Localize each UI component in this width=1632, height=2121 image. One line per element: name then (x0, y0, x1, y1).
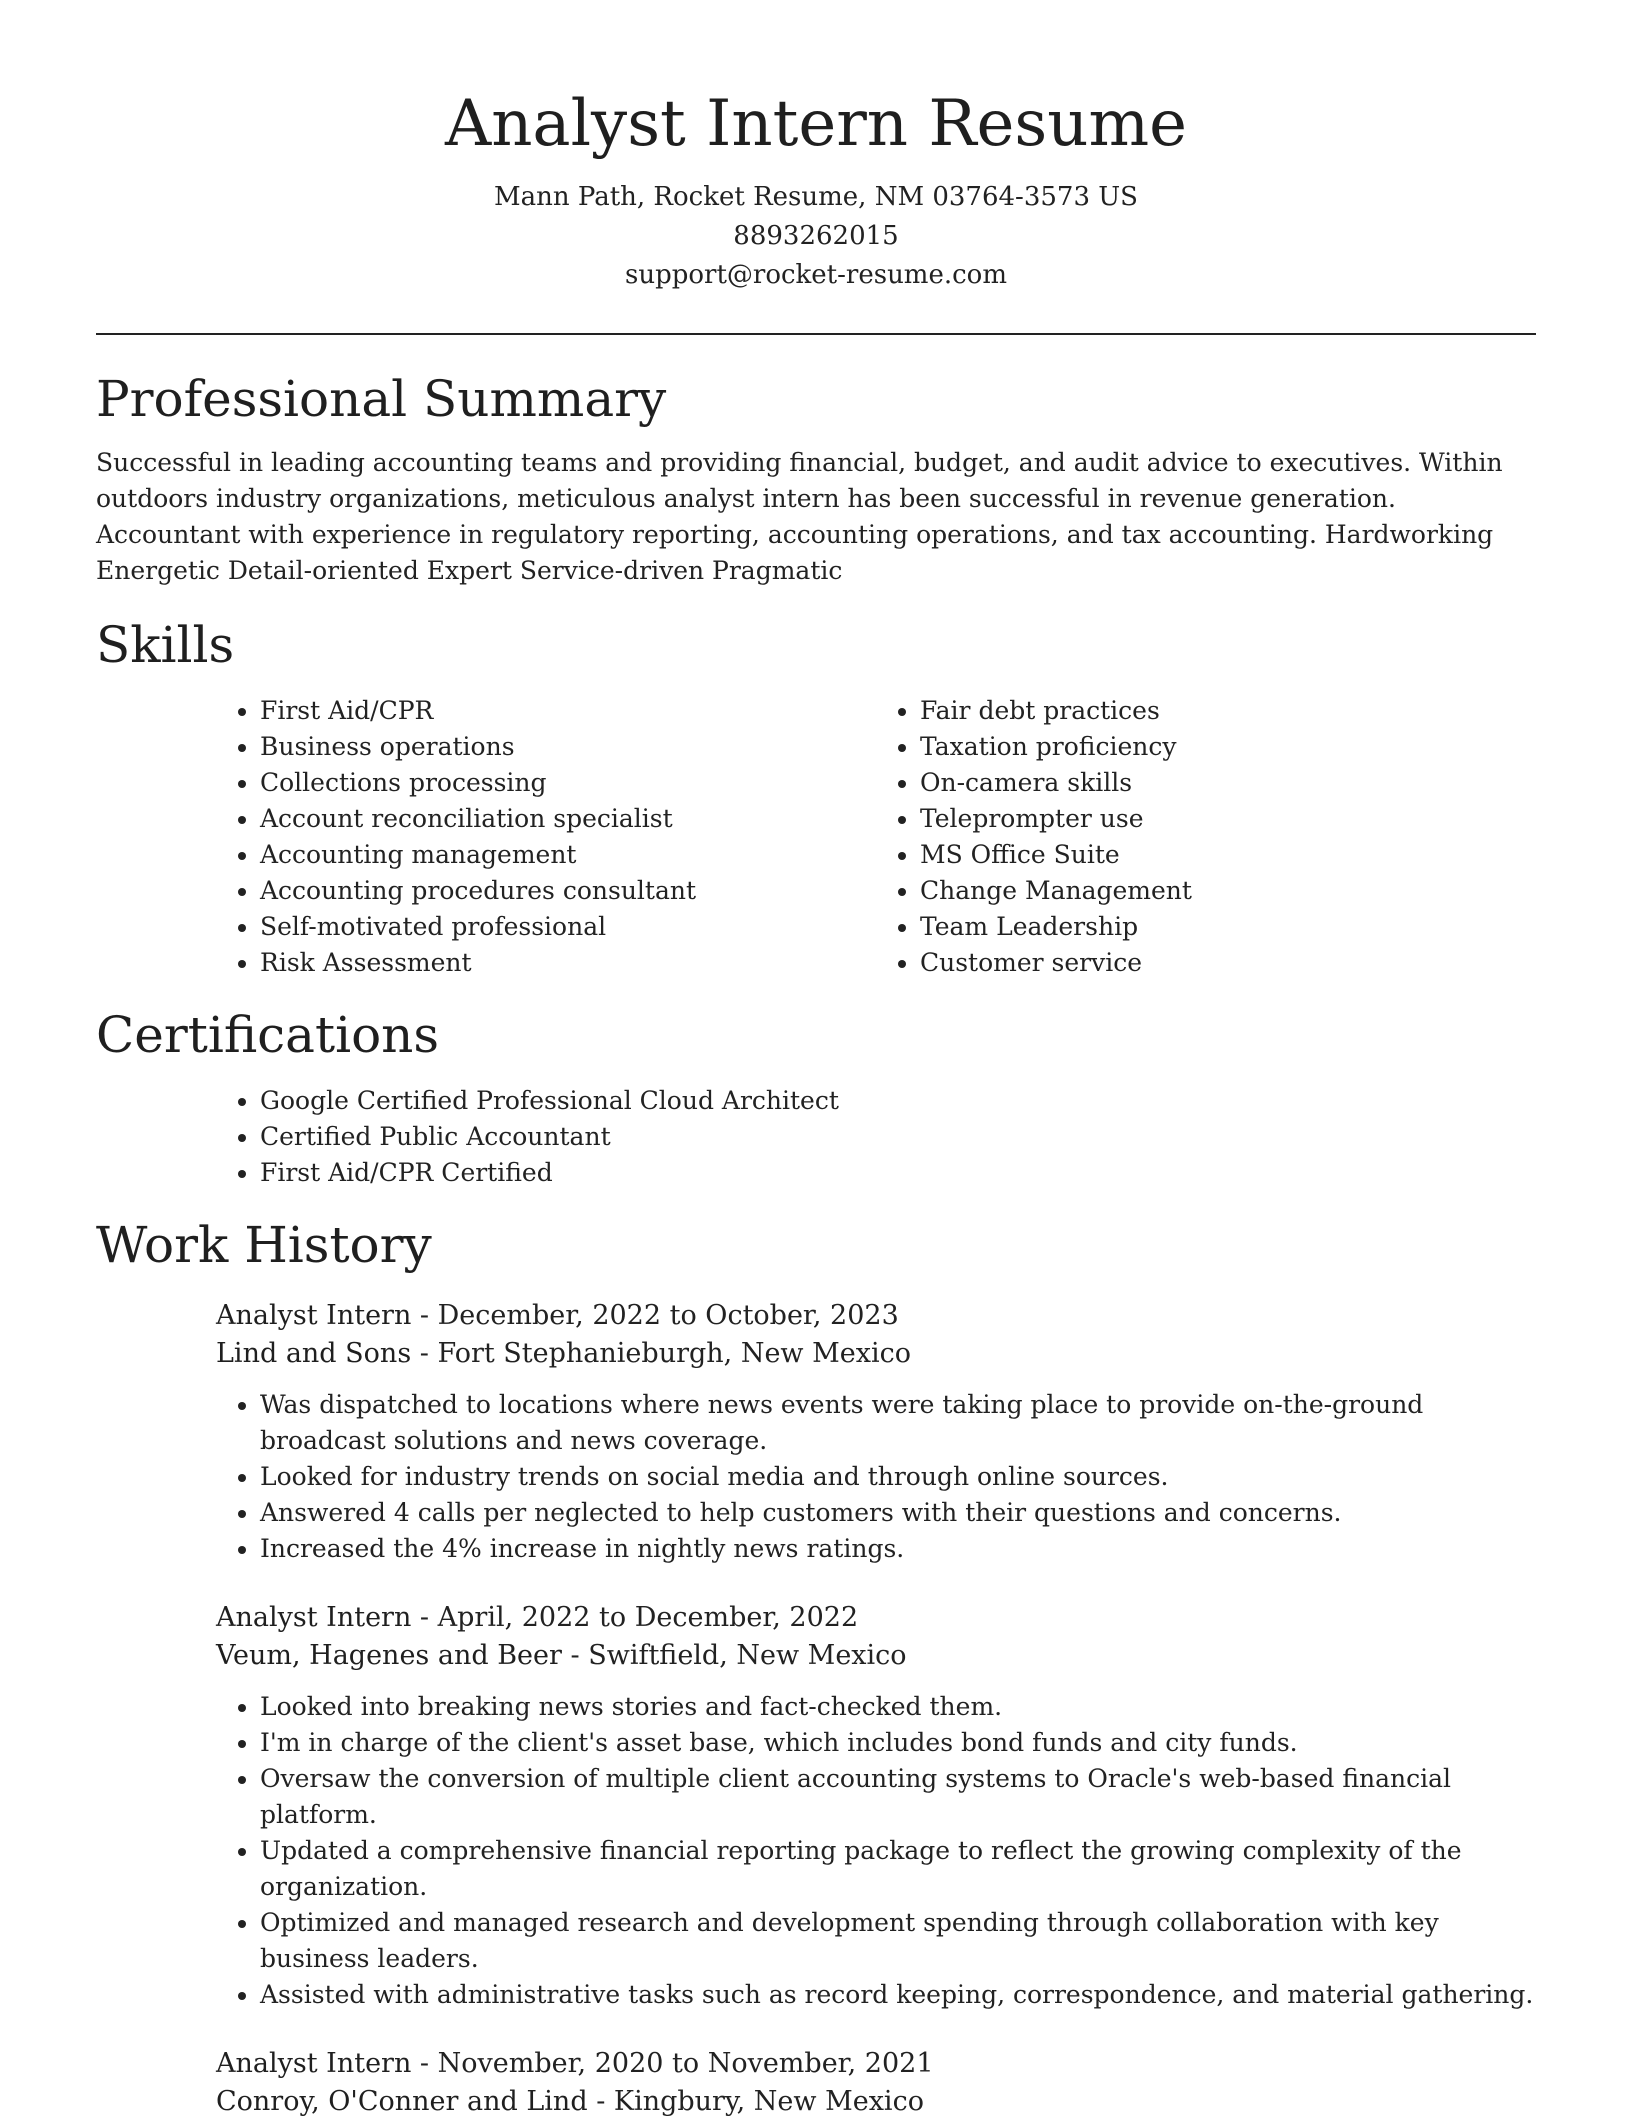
certification-item: • Google Certified Professional Cloud Architect (260, 1083, 1536, 1119)
skill-item: • Account reconciliation specialist (260, 801, 876, 837)
job-title: Analyst Intern (216, 1602, 412, 1633)
job-company-line (216, 1335, 1536, 1373)
work-history-heading: Work History (96, 1216, 432, 1274)
job-bullet: • Looked into breaking news stories and fact-checked them. (260, 1689, 1536, 1725)
skill-item: • Self-motivated professional (260, 909, 876, 945)
job-company: Lind and Sons (216, 1338, 412, 1369)
skill-item: • Change Management (920, 873, 1536, 909)
certifications-heading: Certifications (96, 1006, 440, 1064)
summary-text: Successful in leading accounting teams and providing financial, budget, and audit advice to executives. Within outdoors industry organizations, meticulous analyst intern has been successful in revenue generation. Accountant with experience in regulatory reporting, accounting operations, and tax accounting. Hardworking Energetic Detail-oriented Expert Service-driven Pragmatic (96, 448, 1503, 585)
summary-heading: Professional Summary (96, 370, 667, 428)
skills-list-left (216, 693, 876, 981)
skill-item: • First Aid/CPR (260, 693, 876, 729)
job-location: - Swiftfield, New Mexico (561, 1640, 907, 1671)
skill-item: • Team Leadership (920, 909, 1536, 945)
job-bullet: • Updated a comprehensive financial reporting package to reflect the growing complexity of the organization. (260, 1833, 1536, 1905)
certification-item: • Certified Public Accountant (260, 1119, 1536, 1155)
skill-item: • Fair debt practices (920, 693, 1536, 729)
job-bullet: • Assisted with administrative tasks such as record keeping, correspondence, and material gathering. (260, 1977, 1536, 2013)
job-bullet: • Was dispatched to locations where news events were taking place to provide on-the-ground broadcast solutions and news coverage. (260, 1387, 1536, 1459)
skill-item: • On-camera skills (920, 765, 1536, 801)
job-bullet: • Looked for industry trends on social media and through online sources. (260, 1459, 1536, 1495)
job-bullet: • I'm in charge of the client's asset base, which includes bond funds and city funds. (260, 1725, 1536, 1761)
job-title-line (216, 2045, 1536, 2083)
job-title: Analyst Intern (216, 2048, 412, 2079)
job-company-line (216, 1637, 1536, 1675)
certification-item: • First Aid/CPR Certified (260, 1155, 1536, 1191)
job-entry (216, 1599, 1536, 2013)
resume-title: Analyst Intern Resume (444, 87, 1188, 161)
job-bullet: • Increased the 4% increase in nightly news ratings. (260, 1531, 1536, 1567)
job-bullet: • Answered 4 calls per neglected to help customers with their questions and concerns. (260, 1495, 1536, 1531)
job-entry (216, 1297, 1536, 1567)
skills-grid (216, 693, 1536, 981)
skill-item: • Accounting management (260, 837, 876, 873)
job-dates: - November, 2020 to November, 2021 (411, 2048, 934, 2079)
job-company: Conroy, O'Conner and Lind (216, 2086, 588, 2117)
job-dates: - December, 2022 to October, 2023 (411, 1300, 899, 1331)
job-title-line (216, 1297, 1536, 1335)
job-dates: - April, 2022 to December, 2022 (411, 1602, 859, 1633)
resume-header (96, 0, 1536, 295)
contact-address: Mann Path, Rocket Resume, NM 03764-3573 US (494, 182, 1138, 212)
job-bullet: • Optimized and managed research and development spending through collaboration with key business leaders. (260, 1905, 1536, 1977)
contact-phone: 8893262015 (733, 221, 899, 251)
skills-list-right (876, 693, 1536, 981)
skill-item: • Customer service (920, 945, 1536, 981)
job-bullet: • Oversaw the conversion of multiple client accounting systems to Oracle's web-based financial platform. (260, 1761, 1536, 1833)
job-bullets (216, 1689, 1536, 2013)
job-title: Analyst Intern (216, 1300, 412, 1331)
certifications-list (216, 1083, 1536, 1191)
skill-item: • Business operations (260, 729, 876, 765)
resume-page (96, 0, 1536, 2121)
skill-item: • Taxation proficiency (920, 729, 1536, 765)
job-title-line (216, 1599, 1536, 1637)
job-entry (216, 2045, 1536, 2121)
job-location: - Fort Stephanieburgh, New Mexico (411, 1338, 911, 1369)
header-divider (96, 333, 1536, 335)
job-location: - Kingbury, New Mexico (587, 2086, 924, 2117)
skill-item: • Accounting procedures consultant (260, 873, 876, 909)
skill-item: • Collections processing (260, 765, 876, 801)
job-company-line (216, 2083, 1536, 2121)
skill-item: • MS Office Suite (920, 837, 1536, 873)
skill-item: • Teleprompter use (920, 801, 1536, 837)
skills-heading: Skills (96, 616, 235, 674)
job-bullets (216, 1387, 1536, 1567)
job-company: Veum, Hagenes and Beer (216, 1640, 562, 1671)
skill-item: • Risk Assessment (260, 945, 876, 981)
contact-email: support@rocket-resume.com (624, 260, 1007, 290)
